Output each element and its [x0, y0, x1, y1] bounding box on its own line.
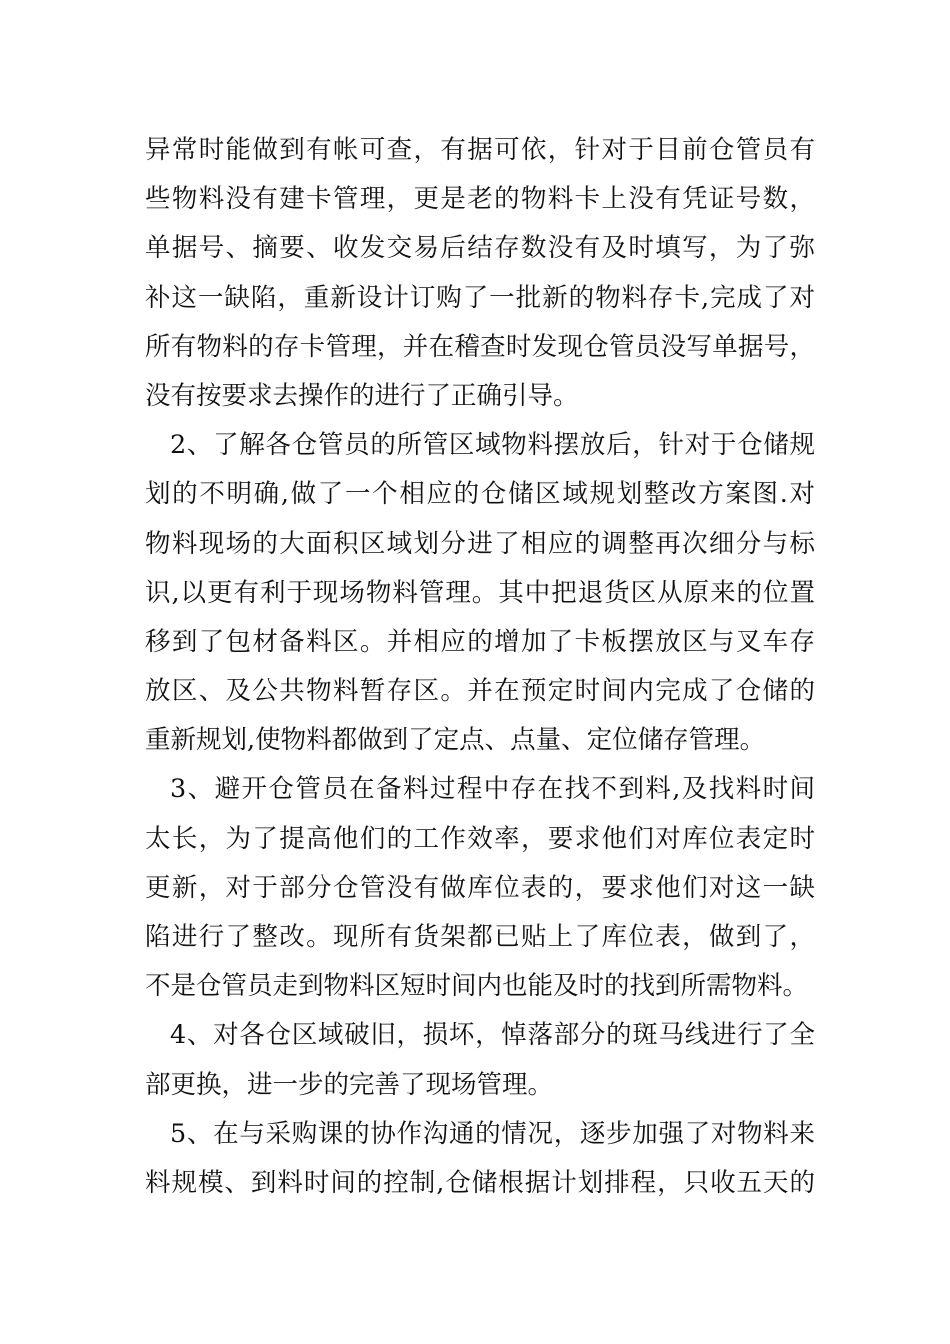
- text-line: 更新，对于部分仓管没有做库位表的，要求他们对这一缺: [145, 872, 815, 903]
- text-line: 4、对各仓区域破旧，损坏，悼落部分的斑马线进行了全: [170, 1020, 815, 1051]
- text-line: 太长，为了提高他们的工作效率，要求他们对库位表定时: [145, 823, 815, 854]
- text-line: 补这一缺陷，重新设计订购了一批新的物料存卡,完成了对: [145, 282, 815, 313]
- text-line: 划的不明确,做了一个相应的仓储区域规划整改方案图.对: [145, 479, 815, 510]
- text-line: 识,以更有利于现场物料管理。其中把退货区从原来的位置: [145, 577, 815, 608]
- text-line: 单据号、摘要、收发交易后结存数没有及时填写，为了弥: [145, 233, 815, 264]
- text-line: 陷进行了整改。现所有货架都已贴上了库位表，做到了，: [145, 922, 815, 952]
- text-line: 物料现场的大面积区域划分进了相应的调整再次细分与标: [145, 528, 815, 559]
- text-line: 料规模、到料时间的控制,仓储根据计划排程，只收五天的: [145, 1167, 815, 1198]
- text-line: 2、了解各仓管员的所管区域物料摆放后，针对于仓储规: [170, 430, 815, 461]
- text-line: 放区、及公共物料暂存区。并在预定时间内完成了仓储的: [145, 676, 815, 707]
- text-line: 移到了包材备料区。并相应的增加了卡板摆放区与叉车存: [145, 626, 815, 657]
- text-line: 些物料没有建卡管理，更是老的物料卡上没有凭证号数，: [145, 184, 815, 215]
- text-line: 3、避开仓管员在备料过程中存在找不到料,及找料时间: [170, 774, 815, 805]
- text-line: 部更换，进一步的完善了现场管理。: [145, 1069, 554, 1100]
- text-line: 所有物料的存卡管理，并在稽查时发现仓管员没写单据号，: [145, 331, 815, 362]
- text-line: 重新规划,使物料都做到了定点、点量、定位储存管理。: [145, 725, 766, 756]
- text-line: 不是仓管员走到物料区短时间内也能及时的找到所需物料。: [145, 971, 809, 1002]
- text-line: 异常时能做到有帐可查，有据可依，针对于目前仓管员有: [145, 135, 815, 165]
- text-line: 5、在与采购课的协作沟通的情况，逐步加强了对物料来: [170, 1118, 815, 1149]
- text-line: 没有按要求去操作的进行了正确引导。: [145, 380, 579, 411]
- body-text: [145, 126, 815, 1208]
